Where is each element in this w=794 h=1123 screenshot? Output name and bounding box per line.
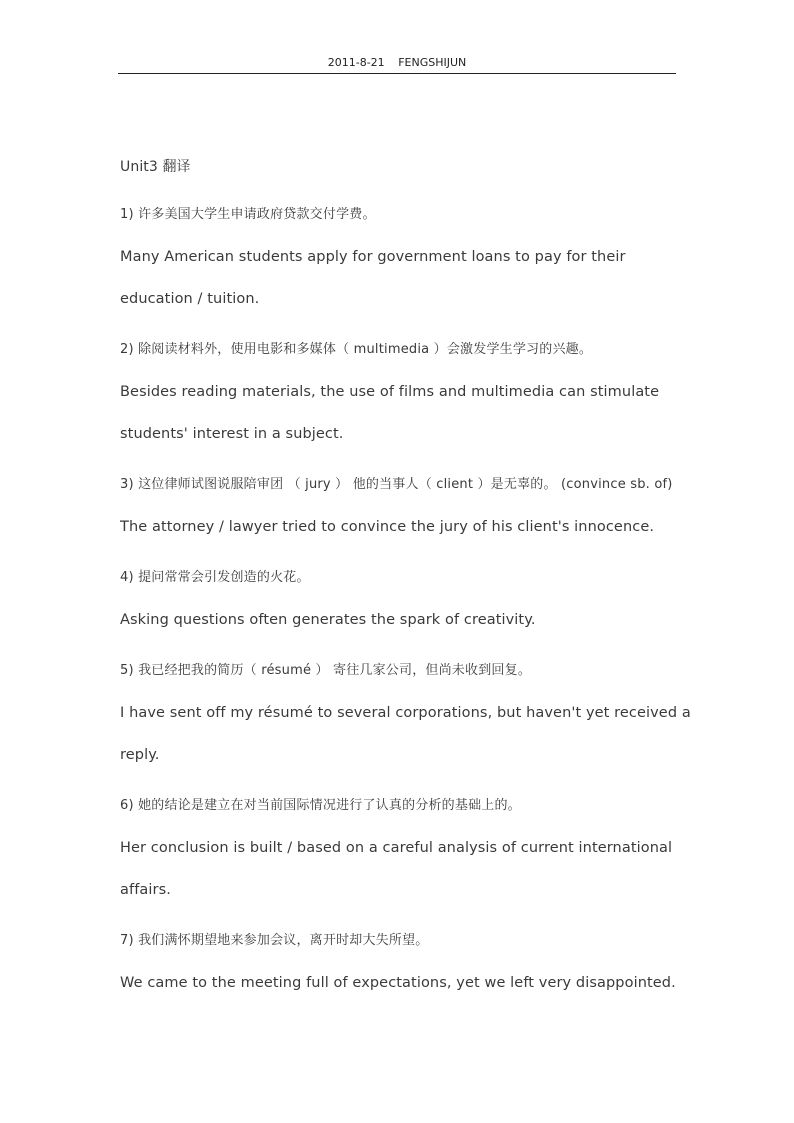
header-date: 2011-8-21 — [327, 56, 385, 69]
header-author: FENGSHIJUN — [398, 56, 467, 69]
english-translation-2-line-1: Besides reading materials, the use of films and multimedia can stimulate — [120, 384, 660, 400]
english-translation-1-line-1: Many American students apply for government loans to pay for their — [120, 249, 626, 265]
english-translation-5-line-1: I have sent off my résumé to several corporations, but haven't yet received a — [120, 705, 691, 721]
chinese-sentence-6: 6) 她的结论是建立在对当前国际情况进行了认真的分析的基础上的。 — [120, 798, 521, 813]
english-translation-6-line-1: Her conclusion is built / based on a careful analysis of current international — [120, 840, 673, 856]
section-title: Unit3 翻译 — [120, 159, 191, 175]
chinese-sentence-2: 2) 除阅读材料外，使用电影和多媒体（ multimedia ）会激发学生学习的兴趣。 — [120, 342, 593, 357]
english-translation-2-line-2: students' interest in a subject. — [120, 426, 344, 442]
chinese-sentence-3: 3) 这位律师试图说服陪审团 （ jury ） 他的当事人（ client ）是无辜的。 (convince sb. of) — [120, 477, 673, 492]
english-translation-3-line-1: The attorney / lawyer tried to convince the jury of his client's innocence. — [120, 519, 655, 535]
chinese-sentence-5: 5) 我已经把我的简历（ résumé ） 寄往几家公司，但尚未收到回复。 — [120, 663, 532, 678]
english-translation-6-line-2: affairs. — [120, 882, 171, 898]
english-translation-5-line-2: reply. — [120, 747, 160, 763]
chinese-sentence-1: 1) 许多美国大学生申请政府贷款交付学费。 — [120, 207, 376, 222]
english-translation-7-line-1: We came to the meeting full of expectations, yet we left very disappointed. — [120, 975, 676, 991]
chinese-sentence-4: 4) 提问常常会引发创造的火花。 — [120, 570, 310, 585]
english-translation-1-line-2: education / tuition. — [120, 291, 260, 307]
english-translation-4-line-1: Asking questions often generates the spark of creativity. — [120, 612, 536, 628]
chinese-sentence-7: 7) 我们满怀期望地来参加会议，离开时却大失所望。 — [120, 933, 429, 948]
page-header — [118, 56, 676, 74]
